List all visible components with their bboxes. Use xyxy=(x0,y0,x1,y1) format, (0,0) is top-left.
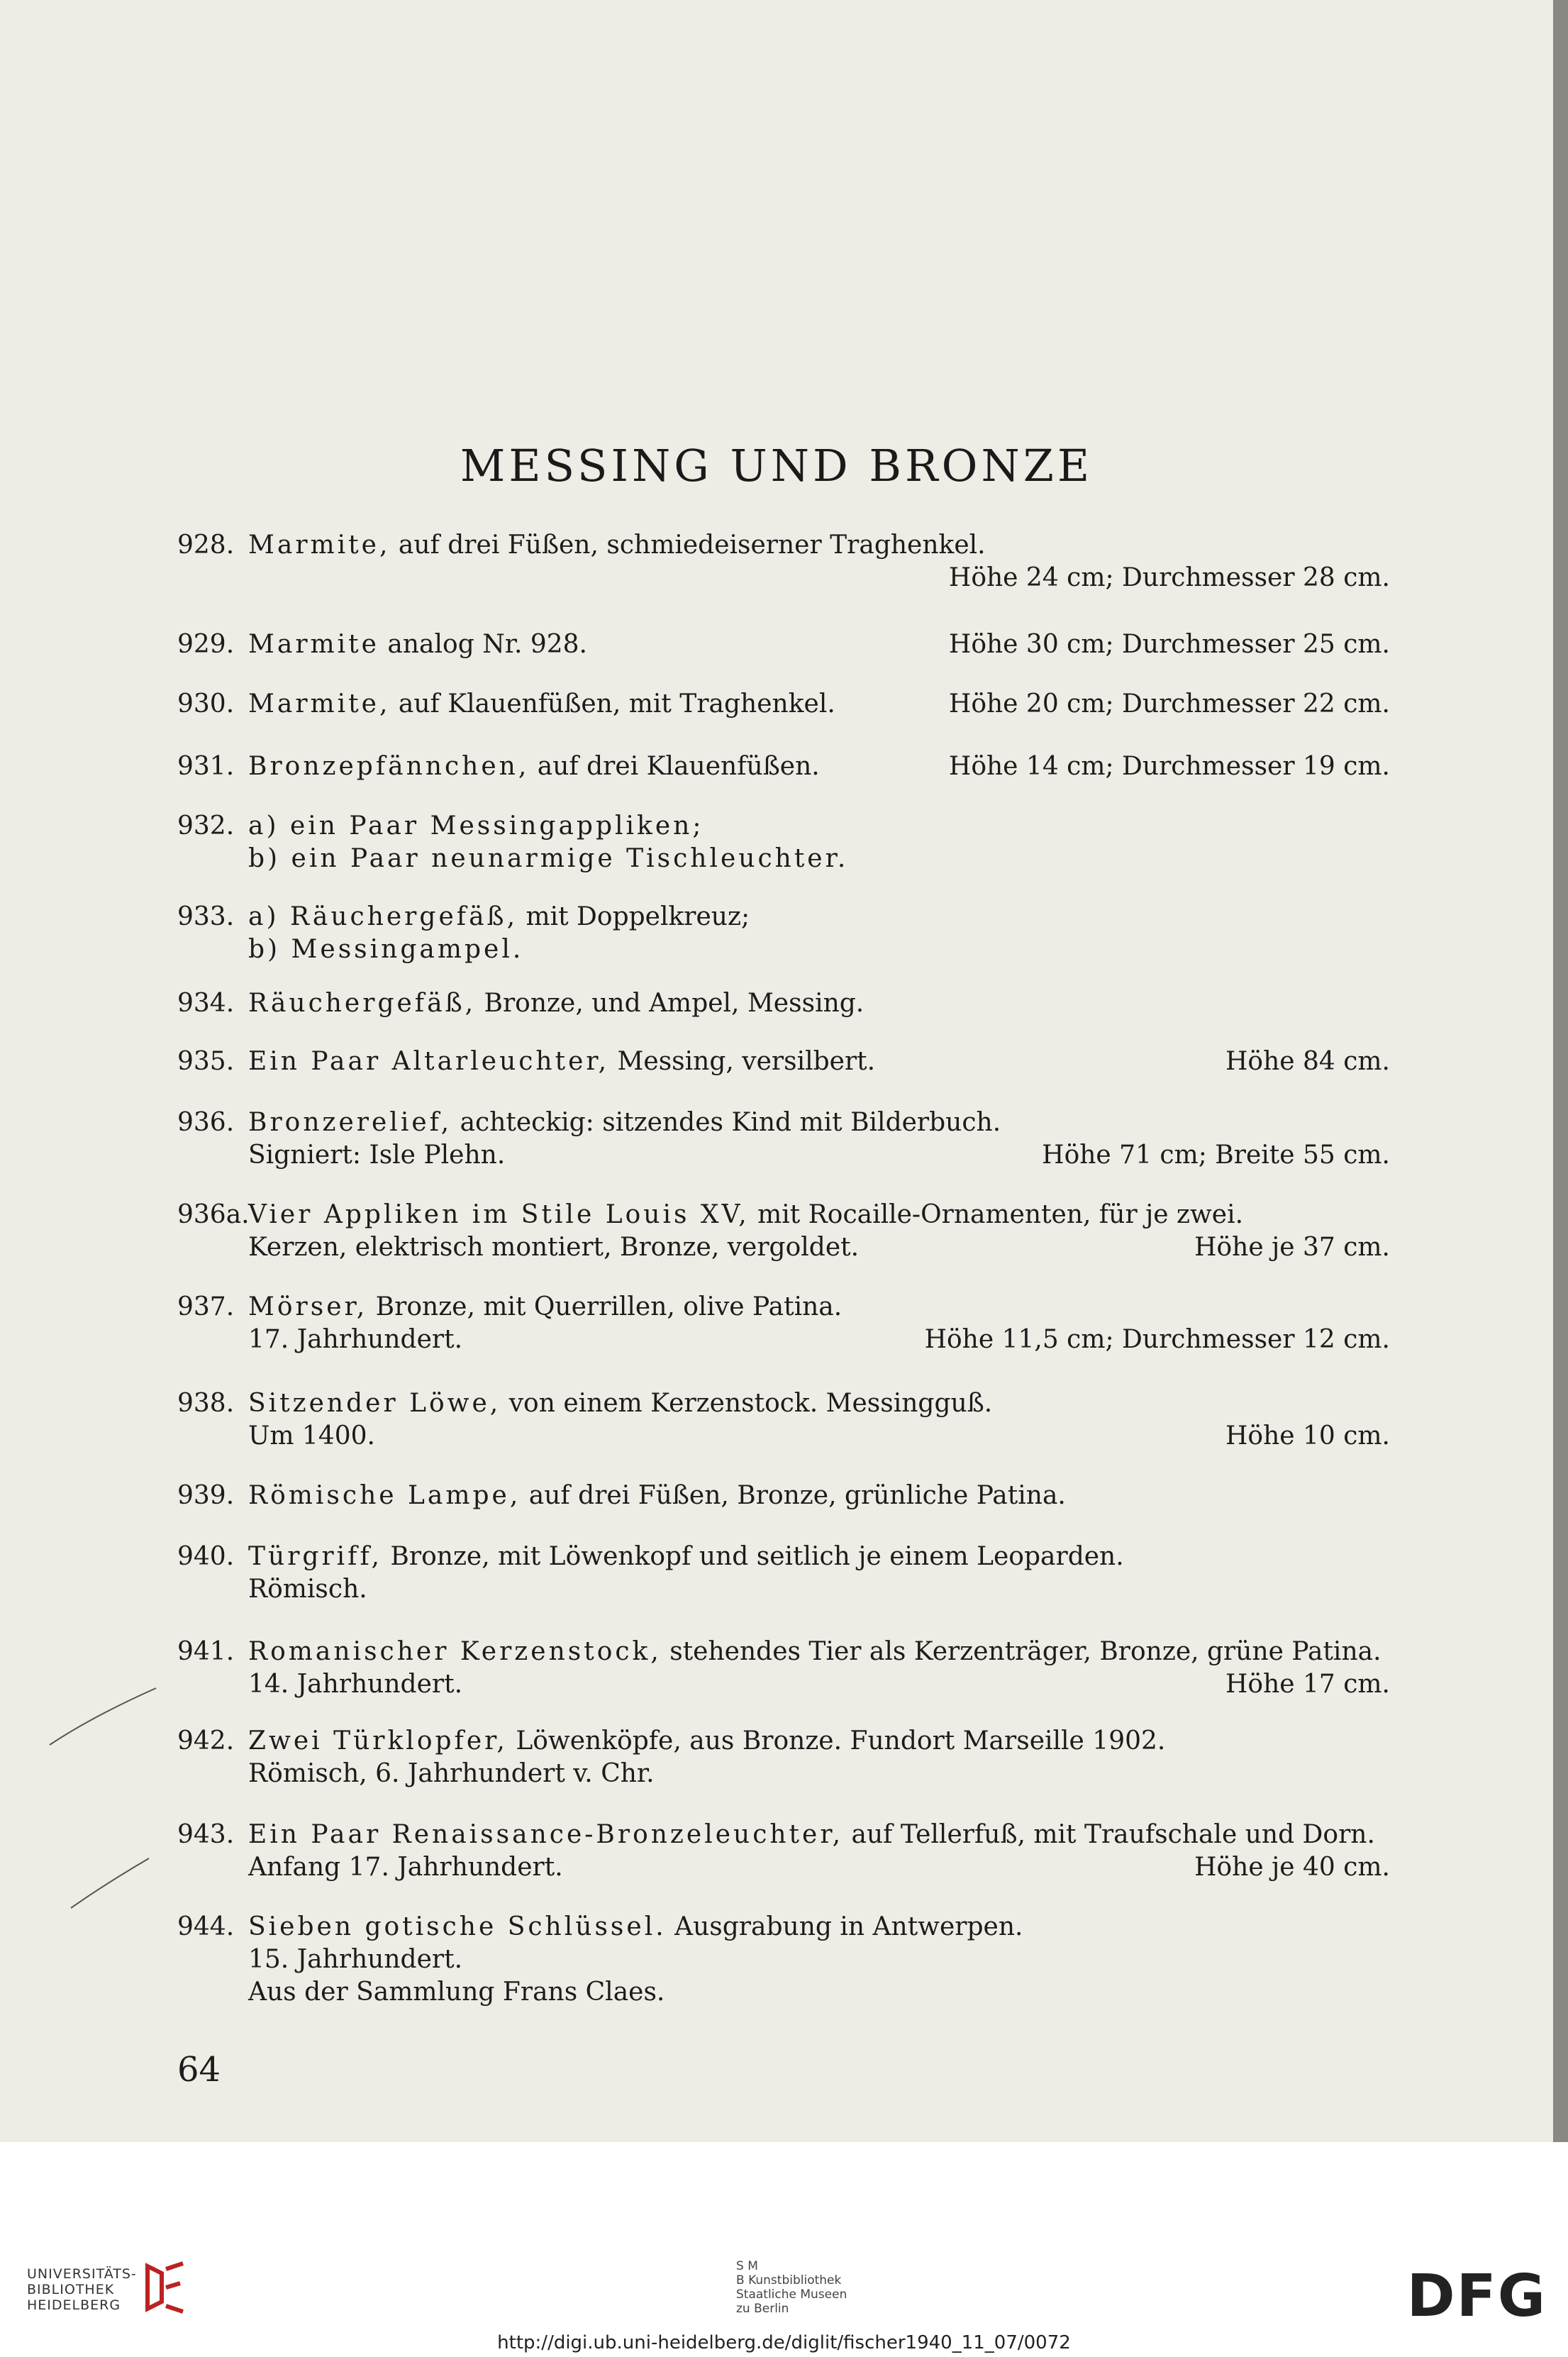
entry-measurement: Höhe 24 cm; Durchmesser 28 cm. xyxy=(948,563,1390,592)
entry-measurement: Höhe 14 cm; Durchmesser 19 cm. xyxy=(948,752,1390,781)
sm-line: zu Berlin xyxy=(736,2302,789,2316)
entry-measurement: Höhe 10 cm. xyxy=(1225,1421,1390,1451)
ub-logo-line: BIBLIOTHEK xyxy=(27,2282,115,2297)
entry-number: 934. xyxy=(177,989,235,1018)
entry-measurement: Höhe 71 cm; Breite 55 cm. xyxy=(1042,1141,1390,1170)
ub-logo-line: HEIDELBERG xyxy=(27,2297,121,2313)
entry-description: Messing, versilbert. xyxy=(609,1047,876,1076)
entry-name: Bronzepfännchen, xyxy=(248,752,530,781)
entry-line-2-text: Kerzen, elektrisch montiert, Bronze, vergoldet. xyxy=(248,1233,860,1262)
ub-heidelberg-logo[interactable] xyxy=(27,2266,137,2313)
entry-measurement: Höhe je 40 cm. xyxy=(1194,1853,1390,1882)
entry-line-2-text: b) Messingampel. xyxy=(248,935,524,964)
pencil-mark-2 xyxy=(43,1844,163,1915)
entry-line-2-text: Signiert: Isle Plehn. xyxy=(248,1141,506,1170)
entry-name: Romanischer Kerzenstock, xyxy=(248,1637,662,1666)
entry-line-2-text: b) ein Paar neunarmige Tischleuchter. xyxy=(248,844,849,873)
entry-line-1 xyxy=(248,688,1390,721)
entry-line-2 xyxy=(248,1139,1390,1172)
entry-number: 935. xyxy=(177,1047,235,1076)
entry-line-2-text: Um 1400. xyxy=(248,1421,375,1451)
entry-number: 936a. xyxy=(177,1200,250,1229)
entry-name: Ein Paar Renaissance-Bronzeleuchter, xyxy=(248,1820,844,1849)
entry-line-2 xyxy=(248,1668,1390,1701)
entry-line-2-text: 14. Jahrhundert. xyxy=(248,1670,463,1699)
entry-line-1 xyxy=(248,1107,1390,1139)
entry-number: 932. xyxy=(177,811,235,841)
entry-number: 939. xyxy=(177,1481,235,1510)
entry-number: 940. xyxy=(177,1542,235,1571)
entry-description: von einem Kerzenstock. Messingguß. xyxy=(501,1389,993,1418)
entry-name: Marmite xyxy=(248,630,379,659)
entry-line-2-text: 17. Jahrhundert. xyxy=(248,1325,463,1354)
entry-name: Ein Paar Altarleuchter, xyxy=(248,1047,610,1076)
entry-line-2 xyxy=(248,1420,1390,1453)
entry-number: 929. xyxy=(177,630,235,659)
page-title: MESSING UND BRONZE xyxy=(460,440,1094,492)
entry-name: Bronzerelief, xyxy=(248,1108,452,1137)
entry-description: auf drei Füßen, Bronze, grünliche Patina. xyxy=(521,1481,1066,1510)
page-url[interactable]: http://digi.ub.uni-heidelberg.de/diglit/fischer1940_11_07/0072 xyxy=(497,2332,1071,2353)
entry-number: 930. xyxy=(177,689,235,719)
entry-line-1 xyxy=(248,1819,1390,1851)
entry-name: Marmite, xyxy=(248,689,391,719)
entry-line-2-text: Anfang 17. Jahrhundert. xyxy=(248,1853,563,1882)
entry-name: a) Räuchergefäß, xyxy=(248,902,518,931)
entry-name: Mörser, xyxy=(248,1292,368,1321)
pencil-mark-1 xyxy=(43,1681,163,1752)
entry-number: 933. xyxy=(177,902,235,931)
ub-logo-icon xyxy=(140,2259,190,2316)
sm-line: B Kunstbibliothek xyxy=(736,2273,842,2287)
entry-line-1 xyxy=(248,810,1390,843)
entry-name: Räuchergefäß, xyxy=(248,989,477,1018)
entry-number: 931. xyxy=(177,752,235,781)
entry-line-1 xyxy=(248,1541,1390,1573)
entry-number: 944. xyxy=(177,1912,235,1941)
entry-line-2-text: Römisch. xyxy=(248,1575,367,1604)
entry-name: Zwei Türklopfer, xyxy=(248,1726,508,1756)
entry-description: mit Doppelkreuz; xyxy=(518,902,750,931)
entry-line-1 xyxy=(248,901,1390,933)
entry-number: 928. xyxy=(177,531,235,560)
entry-number: 936. xyxy=(177,1108,235,1137)
entry-line-1 xyxy=(248,1199,1390,1231)
entry-description: achteckig: sitzendes Kind mit Bilderbuch. xyxy=(452,1108,1001,1137)
viewer-footer xyxy=(0,2142,1568,2357)
entry-line-2 xyxy=(248,1943,1390,1976)
entry-measurement: Höhe 30 cm; Durchmesser 25 cm. xyxy=(948,630,1390,659)
entry-line-2-text: 15. Jahrhundert. xyxy=(248,1945,463,1974)
entry-name: Römische Lampe, xyxy=(248,1481,521,1510)
entry-name: a) ein Paar Messingappliken; xyxy=(248,811,704,841)
entry-line-3: Aus der Sammlung Frans Claes. xyxy=(248,1978,665,2007)
sm-line: Staatliche Museen xyxy=(736,2287,847,2302)
entry-line-2-text: Römisch, 6. Jahrhundert v. Chr. xyxy=(248,1759,655,1788)
entry-name: Sitzender Löwe, xyxy=(248,1389,501,1418)
entry-measurement: Höhe 84 cm. xyxy=(1225,1047,1390,1076)
entry-description: auf drei Füßen, schmiedeiserner Traghenkel. xyxy=(390,531,986,560)
entry-line-1 xyxy=(248,1911,1390,1943)
sm-line: S M xyxy=(736,2259,758,2273)
entry-line-2 xyxy=(248,1851,1390,1884)
entry-description: analog Nr. 928. xyxy=(379,630,587,659)
entry-line-2 xyxy=(248,843,1390,875)
entry-measurement: Höhe 17 cm. xyxy=(1225,1670,1390,1699)
entry-name: Sieben gotische Schlüssel. xyxy=(248,1912,667,1941)
entry-description: stehendes Tier als Kerzenträger, Bronze, grüne Patina. xyxy=(661,1637,1381,1666)
entry-line-2 xyxy=(248,1324,1390,1356)
entry-description: auf Tellerfuß, mit Traufschale und Dorn. xyxy=(843,1820,1375,1849)
entry-description: Bronze, mit Löwenkopf und seitlich je einem Leoparden. xyxy=(382,1542,1124,1571)
page-spine-edge xyxy=(1553,0,1568,2142)
entry-line-1 xyxy=(248,1480,1390,1512)
entry-description: auf Klauenfüßen, mit Traghenkel. xyxy=(390,689,835,719)
entry-number: 943. xyxy=(177,1820,235,1849)
page-number: 64 xyxy=(177,2050,221,2090)
entry-line-1 xyxy=(248,529,1390,562)
entry-name: Marmite, xyxy=(248,531,391,560)
entry-line-1 xyxy=(248,1291,1390,1324)
entry-description: Löwenköpfe, aus Bronze. Fundort Marseille 1902. xyxy=(507,1726,1166,1756)
entry-number: 941. xyxy=(177,1637,235,1666)
entry-description: mit Rocaille-Ornamenten, für je zwei. xyxy=(749,1200,1244,1229)
entry-number: 938. xyxy=(177,1389,235,1418)
sm-kunstbibliothek-logo[interactable] xyxy=(736,2259,847,2316)
entry-measurement: Höhe 20 cm; Durchmesser 22 cm. xyxy=(948,689,1390,719)
entry-description: Ausgrabung in Antwerpen. xyxy=(666,1912,1023,1941)
entry-number: 942. xyxy=(177,1726,235,1756)
entry-line-2 xyxy=(248,1573,1390,1606)
entry-number: 937. xyxy=(177,1292,235,1321)
entry-measurement: Höhe 11,5 cm; Durchmesser 12 cm. xyxy=(924,1325,1390,1354)
entry-line-1 xyxy=(248,1725,1390,1758)
entry-line-1 xyxy=(248,987,1390,1020)
entry-name: Vier Appliken im Stile Louis XV, xyxy=(248,1200,750,1229)
entry-description: auf drei Klauenfüßen. xyxy=(529,752,820,781)
entry-line-1 xyxy=(248,1636,1390,1668)
entry-line-1 xyxy=(248,750,1390,783)
entry-line-1 xyxy=(248,628,1390,661)
entry-line-1 xyxy=(248,1046,1390,1078)
dfg-logo[interactable]: DFG xyxy=(1406,2263,1547,2330)
entry-line-2 xyxy=(248,933,1390,966)
ub-logo-line: UNIVERSITÄTS- xyxy=(27,2266,137,2282)
entry-name: Türgriff, xyxy=(248,1542,382,1571)
entry-measurement: Höhe je 37 cm. xyxy=(1194,1233,1390,1262)
entry-description: Bronze, und Ampel, Messing. xyxy=(476,989,864,1018)
entry-line-2 xyxy=(248,1758,1390,1790)
entry-line-2 xyxy=(248,1231,1390,1264)
entry-description: Bronze, mit Querrillen, olive Patina. xyxy=(367,1292,843,1321)
entry-line-1 xyxy=(248,1387,1390,1420)
